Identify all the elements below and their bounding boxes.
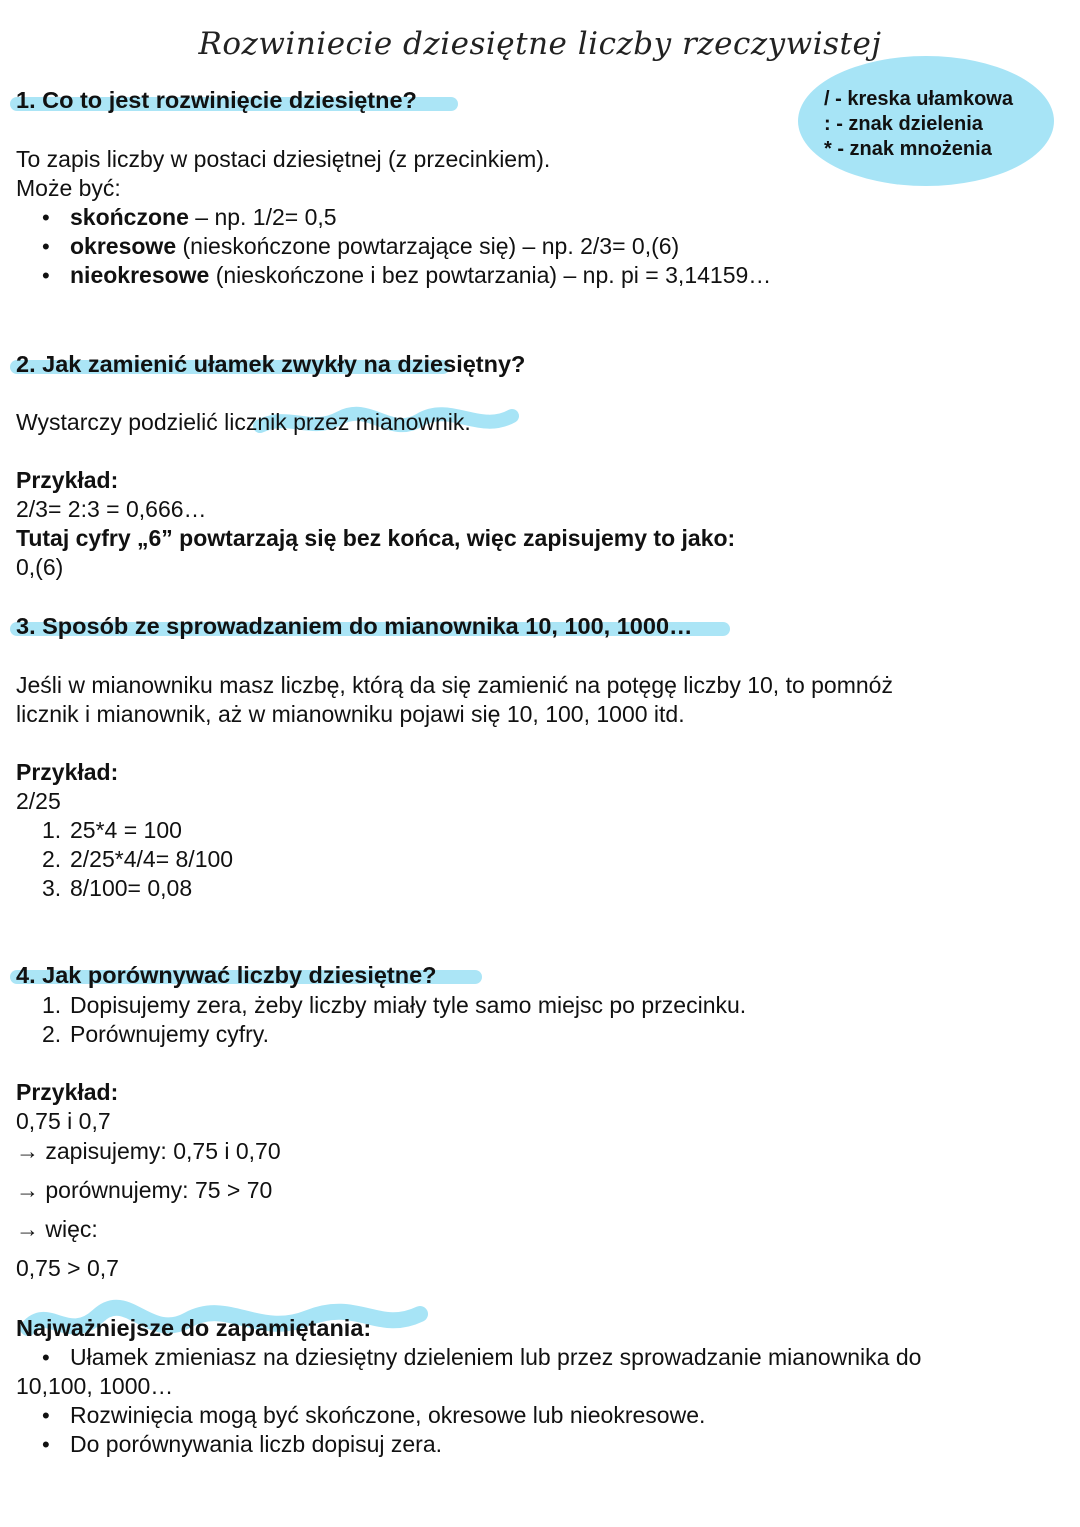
list-item: nieokresowe (nieskończone i bez powtarzania) – np. pi = 3,14159…	[70, 262, 772, 288]
example-line: 2/3= 2:3 = 0,666…	[16, 496, 207, 522]
section3-text: Jeśli w mianowniku masz liczbę, którą da się zamienić na potęgę liczby 10, to pomnóż	[16, 672, 893, 698]
example-fraction: 2/25	[16, 788, 61, 814]
summary-item: Do porównywania liczb dopisuj zera.	[70, 1431, 443, 1457]
list-item: okresowe (nieskończone powtarzające się) – np. 2/3= 0,(6)	[70, 233, 680, 259]
section1-heading: 1. Co to jest rozwinięcie dziesiętne?	[16, 87, 417, 113]
step-text: 2/25*4/4= 8/100	[70, 846, 234, 872]
example-label: Przykład:	[16, 759, 119, 785]
bullet-dot: •	[42, 263, 50, 288]
page-title: Rozwiniecie dziesiętne liczby rzeczywistej	[198, 26, 882, 62]
legend-multiplication-sign: * - znak mnożenia	[824, 138, 992, 160]
section2-text: Wystarczy podzielić licznik przez mianownik.	[16, 409, 471, 435]
bullet-dot: •	[42, 234, 50, 259]
example-line: → zapisujemy: 0,75 i 0,70	[16, 1138, 281, 1164]
example-result: 0,75 > 0,7	[16, 1255, 119, 1281]
summary-item: Ułamek zmieniasz na dziesiętny dzieleniem lub przez sprowadzanie mianownika do	[70, 1344, 922, 1370]
step-text: 8/100= 0,08	[70, 875, 193, 901]
step-number: 1.	[42, 992, 62, 1018]
list-item: skończone – np. 1/2= 0,5	[70, 204, 337, 230]
step-text: 25*4 = 100	[70, 817, 182, 843]
step-number: 1.	[42, 817, 62, 843]
legend-division-sign: : - znak dzielenia	[824, 113, 983, 135]
step-text: Dopisujemy zera, żeby liczby miały tyle samo miejsc po przecinku.	[70, 992, 747, 1018]
summary-item: Rozwinięcia mogą być skończone, okresowe lub nieokresowe.	[70, 1402, 706, 1428]
bullet-dot: •	[42, 1403, 50, 1428]
example-label: Przykład:	[16, 467, 119, 493]
step-number: 2.	[42, 846, 62, 872]
example-label: Przykład:	[16, 1079, 119, 1105]
step-text: Porównujemy cyfry.	[70, 1021, 269, 1047]
legend-fraction-bar: / - kreska ułamkowa	[824, 88, 1013, 110]
example-line: → porównujemy: 75 > 70	[16, 1177, 273, 1203]
example-line: → więc:	[16, 1216, 98, 1242]
step-number: 3.	[42, 875, 62, 901]
section3-text-2: licznik i mianownik, aż w mianowniku pojawi się 10, 100, 1000 itd.	[16, 701, 685, 727]
summary-item-continued: 10,100, 1000…	[16, 1373, 174, 1399]
bullet-dot: •	[42, 1345, 50, 1370]
example-result: 0,(6)	[16, 554, 64, 580]
section1-intro: To zapis liczby w postaci dziesiętnej (z przecinkiem).	[16, 146, 551, 172]
example-line: 0,75 i 0,7	[16, 1108, 111, 1134]
section1-intro-2: Może być:	[16, 175, 121, 201]
example-bold-line: Tutaj cyfry „6” powtarzają się bez końca, więc zapisujemy to jako:	[16, 525, 736, 551]
bullet-dot: •	[42, 205, 50, 230]
summary-heading: Najważniejsze do zapamiętania:	[16, 1315, 372, 1341]
section4-heading: 4. Jak porównywać liczby dziesiętne?	[16, 962, 437, 988]
section3-heading: 3. Sposób ze sprowadzaniem do mianownika 10, 100, 1000…	[16, 613, 693, 639]
step-number: 2.	[42, 1021, 62, 1047]
bullet-dot: •	[42, 1432, 50, 1457]
section2-heading: 2. Jak zamienić ułamek zwykły na dziesiętny?	[16, 351, 526, 377]
